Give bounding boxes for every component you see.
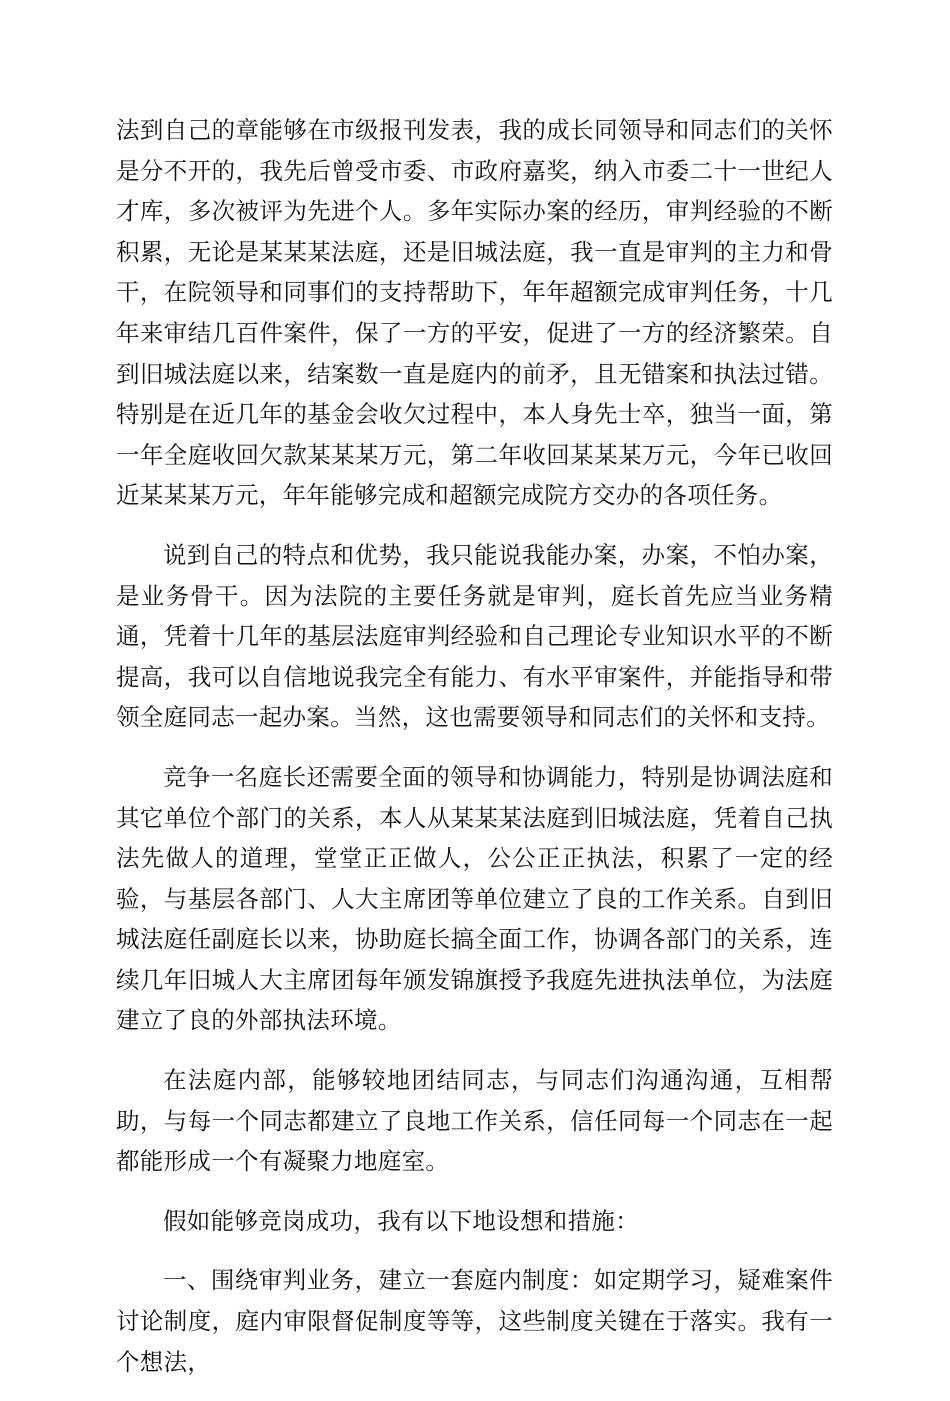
paragraph-internal-unity: 在法庭内部，能够较地团结同志，与同志们沟通沟通，互相帮助，与每一个同志都建立了良地工作关系，信任同每一个同志在一起都能形成一个有凝聚力地庭室。 (116, 1066, 833, 1176)
paragraph-continuation: 法到自己的章能够在市级报刊发表，我的成长同领导和同志们的关怀是分不开的，我先后曾受市委、市政府嘉奖，纳入市委二十一世纪人才库，多次被评为先进个人。多年实际办案的经历，审判经验的不断积累，无论是某某某法庭，还是旧城法庭，我一直是审判的主力和骨干，在院领导和同事们的支持帮助下，年年超额完成审判任务，十几年来审结几百件案件，保了一方的平安，促进了一方的经济繁荣。自到旧城法庭以来，结案数一直是庭内的前矛，且无错案和执法过错。特别是在近几年的基金会收欠过程中，本人身先士卒，独当一面，第一年全庭收回欠款某某某万元，第二年收回某某某万元，今年已收回近某某某万元，年年能够完成和超额完成院方交办的各项任务。 (116, 116, 833, 510)
paragraph-coordination: 竞争一名庭长还需要全面的领导和协调能力，特别是协调法庭和其它单位个部门的关系，本人从某某某法庭到旧城法庭，凭着自己执法先做人的道理，堂堂正正做人，公公正正执法，积累了一定的经验，与基层各部门、人大主席团等单位建立了良的工作关系。自到旧城法庭任副庭长以来，协助庭长搞全面工作，协调各部门的关系，连续几年旧城人大主席团每年颁发锦旗授予我庭先进执法单位，为法庭建立了良的外部执法环境。 (116, 762, 833, 1035)
paragraph-strengths: 说到自己的特点和优势，我只能说我能办案，办案，不怕办案，是业务骨干。因为法院的主要任务就是审判，庭长首先应当业务精通，凭着十几年的基层法庭审判经验和自己理论专业知识水平的不断提高，我可以自信地说我完全有能力、有水平审案件，并能指导和带领全庭同志一起办案。当然，这也需要领导和同志们的关怀和支持。 (116, 540, 833, 732)
paragraph-plan-one: 一、围绕审判业务，建立一套庭内制度：如定期学习，疑难案件讨论制度，庭内审限督促制度等等，这些制度关键在于落实。我有一个想法， (116, 1266, 833, 1376)
paragraph-plans-intro: 假如能够竞岗成功，我有以下地设想和措施： (163, 1206, 639, 1235)
document-body (116, 110, 833, 1401)
